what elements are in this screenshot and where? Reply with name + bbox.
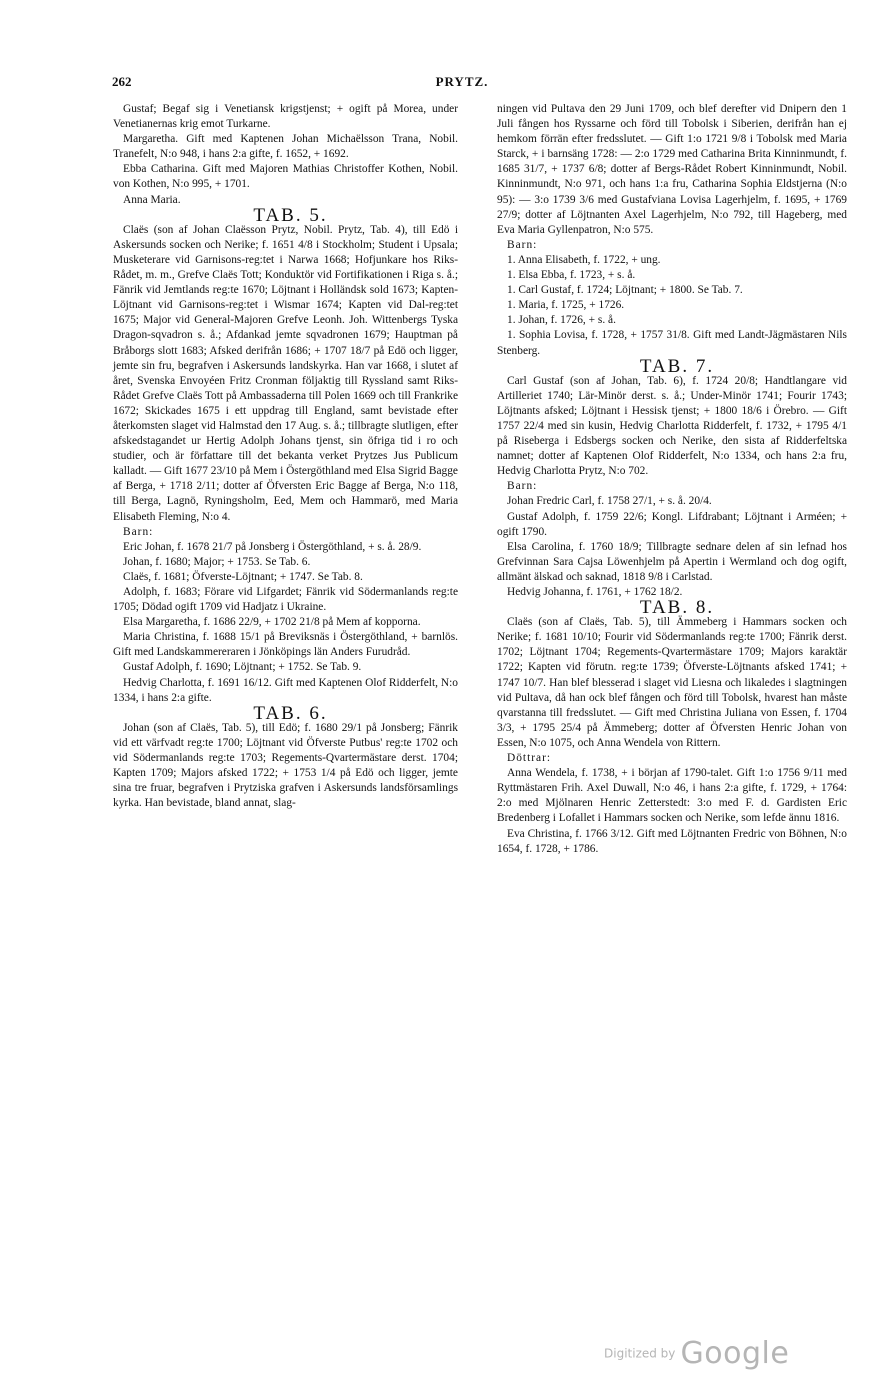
list-item: Elsa Margaretha, f. 1686 22/9, + 1702 21/8 på Mem af kopporna.	[123, 616, 421, 629]
list-item: 1. Maria, f. 1725, + 1726.	[507, 299, 625, 312]
list-item: Johan, f. 1680; Major; + 1753. Se Tab. 6.	[123, 555, 311, 568]
running-title: PRYTZ.	[435, 74, 489, 89]
tab8-main-text: Claës (son af Claës, Tab. 5), till Ämmeberg i Hammars socken och Nerike; f. 1681 10/10; Fourir vid Södermanlands reg:te 1700; Fänrik derst. 1702; Löjtnant 1704; Regements-Qvartermästare 1709; Majors karaktär 1722; Kapten vid förutn. reg:te 1739; Öfverste-Löjtnants afsked 1741; + 1747 10/7. Han blef blesserad i slaget vid Liesna och likaledes i slagtningen vid Pultava, då han ock blef fången och förd till Tobolsk, hvarest han måste qvarstanna till fredsslutet. — Gift med Christina Juliana von Essen, f. 1704 3/3, + 1795 25/4 på Ämmeberg; dotter af Öfversten Henric Johan von Essen, N:o 1075, och Anna Wendela von Rittern.	[497, 616, 847, 749]
list-item: Hedvig Johanna, f. 1761, + 1762 18/2.	[507, 586, 683, 598]
right-column	[497, 102, 847, 857]
tab5-children-list	[113, 540, 458, 706]
tab6-heading: TAB. 6.	[253, 702, 328, 724]
list-item: Maria Christina, f. 1688 15/1 på Breviksnäs i Östergöthland, + barnlös. Gift med Landskammereraren i Jönköpings län Anders Furudråd.	[113, 631, 458, 659]
tab7-main-text: Carl Gustaf (son af Johan, Tab. 6), f. 1724 20/8; Handtlangare vid Artilleriet 1740; Lär-Minör derst. s. å.; Under-Minör 1741; Fourir 1743; Löjtnants afsked; Löjtnant i Hessisk tjenst; + 1800 18/6 i Örebro. — Gift 1757 22/4 med sin kusin, Hedvig Charlotta Ridderfelt, f. 1732, + 1795 4/1 på Riseberga i Edsbergs socken och Nerike, den sista af Ridderfeltska namnet; dotter af Kaptenen Olof Ridderfelt, N:o 1334, och hans 2:a fru, Hedvig Charlotta Prytz, N:o 702.	[497, 374, 847, 478]
watermark-prefix: Digitized by	[604, 1346, 676, 1361]
tab8-children-label: Döttrar:	[507, 752, 552, 765]
list-item: Claës, f. 1681; Öfverste-Löjtnant; + 1747. Se Tab. 8.	[123, 570, 363, 583]
list-item: Anna Wendela, f. 1738, + i början af 1790-talet. Gift 1:o 1756 9/11 med Ryttmästaren Frih. Axel Duwall, N:o 46, i hans 2:a gifte, f. 1729, + 1764: 2:o med Mjölnaren Henric Zetterstedt: 3:o med F. d. Gardisten Eric Bredenberg i Lofallet i Hammars socken och Nerike, som lefde ännu 1816.	[497, 767, 847, 825]
tab7-heading: TAB. 7.	[639, 355, 715, 377]
list-item: Hedvig Charlotta, f. 1691 16/12. Gift med Kaptenen Olof Ridderfelt, N:o 1334, i hans 2:a gifte.	[113, 676, 458, 704]
list-item: 1. Johan, f. 1726, + s. å.	[507, 314, 616, 327]
intro-paragraph-margaretha: Margaretha. Gift med Kaptenen Johan Michaëlsson Trana, Nobil. Tranefelt, N:o 948, i hans 2:a gifte, f. 1652, + 1692.	[113, 133, 458, 161]
list-item: Elsa Carolina, f. 1760 18/9; Tillbragte sednare delen af sin lefnad hos Grefvinnan Sara Cajsa Löwenhjelm på Apertin i Wermland och dog ogift, allmänt älskad och saknad, 1818 9/8 i Carlstad.	[497, 540, 847, 583]
list-item: 1. Carl Gustaf, f. 1724; Löjtnant; + 1800. Se Tab. 7.	[507, 284, 743, 297]
tab6-main-text: Johan (son af Claës, Tab. 5), till Edö; f. 1680 29/1 på Jonsberg; Fänrik vid ett värfvadt reg:te 1700; Löjtnant vid Öfverste Putbus' reg:te 1702 och vid Södermanlands reg:te 1703; Regements-Qvartermästare derst. 1704; Kapten 1709; Majors afsked 1722; + 1753 1/4 på Edö och ligger, jemte sina tre fruar, begrafven i Prytziska grafven i Askersunds landsförsamlings kyrka. Han bevistade, bland annat, slag-	[113, 721, 458, 810]
page-header	[112, 74, 812, 96]
list-item: Gustaf Adolph, f. 1759 22/6; Kongl. Lifdrabant; Löjtnant i Arméen; + ogift 1790.	[497, 510, 847, 538]
list-item: Eric Johan, f. 1678 21/7 på Jonsberg i Östergöthland, + s. å. 28/9.	[123, 540, 422, 553]
intro-paragraph-gustaf: Gustaf; Begaf sig i Venetiansk krigstjenst; + ogift på Morea, under Venetianernas krig emot Turkarne.	[113, 103, 458, 131]
list-item: 1. Sophia Lovisa, f. 1728, + 1757 31/8. Gift med Landt-Jägmästaren Nils Stenberg.	[497, 329, 847, 357]
tab7-children-list	[497, 494, 847, 600]
tab6-continued-text: ningen vid Pultava den 29 Juni 1709, och blef derefter vid Dnipern den 1 Juli fången hos Ryssarne och förd till Tobolsk i Siberien, derifrån han ej hemkom förrän efter fredsslutet. — Gift 1:o 1721 9/8 i Tobolsk med Maria Starck, + i barnsäng 1728: — 2:o 1729 med Catharina Brita Kinninmundt, f. 1685 31/7, + 1737 6/8; dotter af Bergs-Rådet Robert Kinninmundt, Nobil. Kinninmundt, N:o 971, och hans 1:a fru, Catharina Sophia Eldstjerna (N:o 95): — 3:o 1739 3/6 med Gustafviana Lovisa Lagerhjelm, f. 1695, + 1769 27/9; dotter af Löjtnanten Axel Lagerhjelm, N:o 792, till Hageberg, med Eva Maria Gyllenpatron, N:o 575.	[497, 103, 847, 236]
list-item: Gustaf Adolph, f. 1690; Löjtnant; + 1752. Se Tab. 9.	[123, 661, 362, 674]
tab6-children-list	[497, 253, 847, 359]
intro-paragraph-anna: Anna Maria.	[123, 193, 181, 206]
google-logo: Google	[680, 1336, 790, 1371]
page-number: 262	[112, 74, 132, 89]
left-column	[113, 102, 458, 811]
list-item: Eva Christina, f. 1766 3/12. Gift med Löjtnanten Fredric von Böhnen, N:o 1654, f. 1728, + 1786.	[497, 827, 847, 855]
list-item: 1. Elsa Ebba, f. 1723, + s. å.	[507, 269, 636, 282]
intro-paragraph-ebba: Ebba Catharina. Gift med Majoren Mathias Christoffer Kothen, Nobil. von Kothen, N:o 995, + 1701.	[113, 163, 458, 191]
list-item: Johan Fredric Carl, f. 1758 27/1, + s. å. 20/4.	[507, 495, 712, 508]
tab5-heading: TAB. 5.	[253, 204, 328, 226]
list-item: 1. Anna Elisabeth, f. 1722, + ung.	[507, 253, 661, 266]
tab8-heading: TAB. 8.	[639, 597, 715, 619]
list-item: Adolph, f. 1683; Förare vid Lifgardet; Fänrik vid Södermanlands reg:te 1705; Dödad ogift 1709 vid Hadjatz i Ukraine.	[113, 586, 458, 614]
tab5-children-label: Barn:	[123, 525, 154, 538]
tab8-children-list	[497, 766, 847, 857]
digitized-by-google-watermark	[604, 1336, 789, 1371]
tab6-children-label: Barn:	[507, 238, 538, 251]
tab5-main-text: Claës (son af Johan Claësson Prytz, Nobil. Prytz, Tab. 4), till Edö i Askersunds socken och Nerike; f. 1651 4/8 i Stockholm; Student i Upsala; Musketerare vid Garnisons-reg:tet i Narwa 1668; Hofjunkare hos Riks-Rådet, m. m., Grefve Claës Tott; Konduktör vid Fortifikationen i Riga s. å.; Fänrik vid Jemtlands reg:te 1670; Löjtnant i Holländsk sold 1673; Kapten-Löjtnant vid Garnisons-reg:tet i Wismar 1674; Kapten vid Dal-reg:tet 1675; Major vid General-Majoren Grefve Leonh. Joh. Wittenbergs Tyska Dragon-sqvadron s. å.; Afdankad jemte sqvadronen 1679; Hauptman på Bråborgs slott 1683; Afsked derifrån 1686; + 1707 18/7 på Edö och ligger, jemte sin fru, begrafven i Askersunds landskyrka. Han var 1668, i slutet af året, Svenska Envoyéen Fritz Cronman följaktig till Ryssland samt Riks-Rådet Grefve Claës Tott på Ambassaderna till Polen 1669 och till Frankrike 1672; Skickades 1675 i ett uppdrag till England, samt bevistade efter återkomsten slaget vid Halmstad den 17 Aug. s. å.; tillbragte slutligen, efter afskedstagandet ur Hertig Adolph Johans tjenst, sin öfriga tid i ro och studier, och är författare till det bekanta verket Prytzes Jus Publicum kalladt. — Gift 1677 23/10 på Mem i Östergöthland med Elsa Sigrid Bagge af Berga, + 1718 2/11; dotter af Öfversten Eric Bagge af Berga, N:o 118, till Berga, Lagnö, Ryningsholm, Eed, Mem och Hammarö, med Maria Elisabeth Fleming, N:o 4.	[113, 223, 458, 523]
tab7-children-label: Barn:	[507, 480, 538, 493]
